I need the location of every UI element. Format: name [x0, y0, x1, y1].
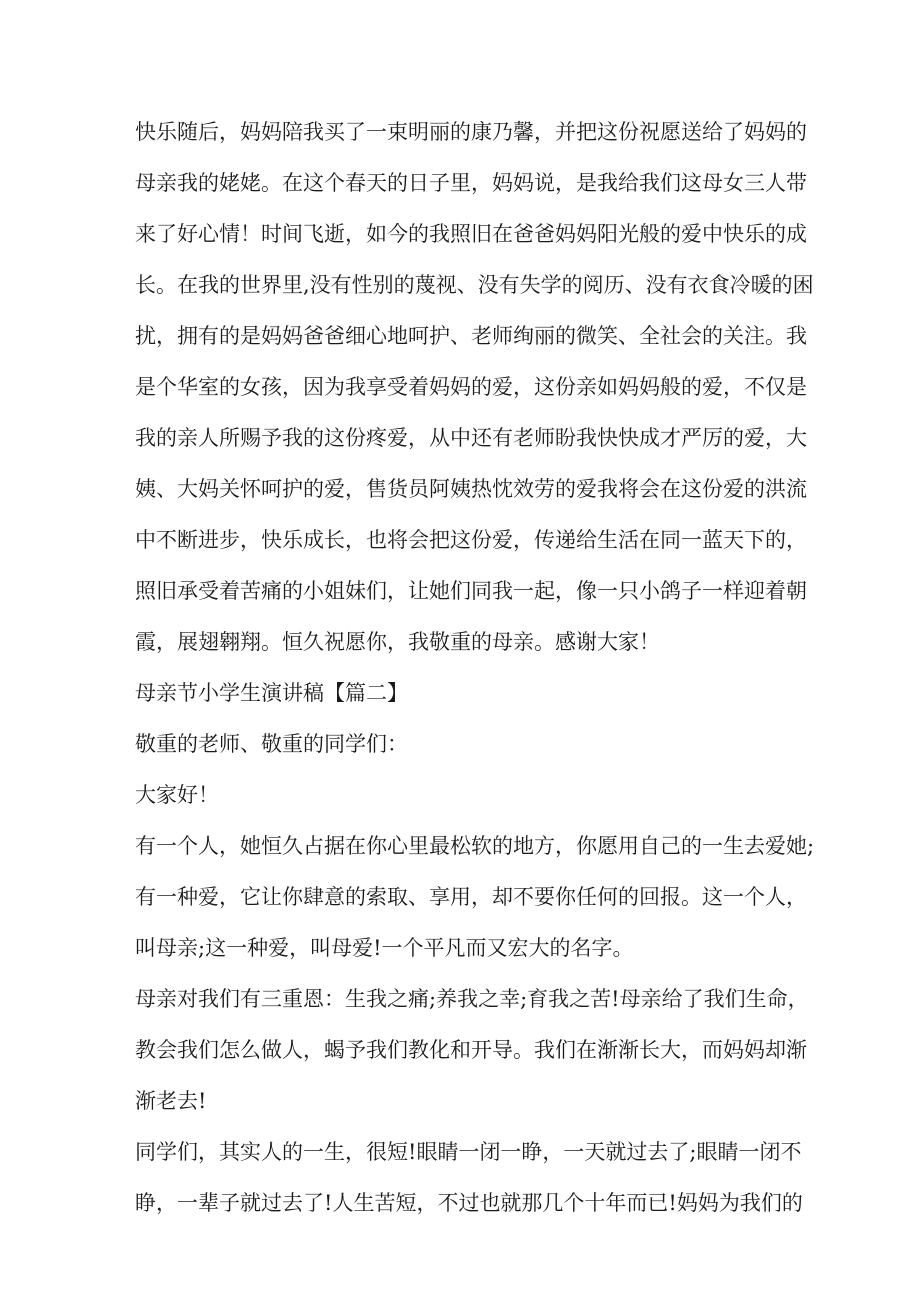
paragraph-line: 渐老去!: [135, 1089, 207, 1113]
paragraph-line: 有一个人，她恒久占据在你心里最松软的地方，你愿用自己的一生去爱她;: [135, 834, 815, 858]
paragraph-line: 姨、大妈关怀呵护的爱，售货员阿姨热忱效劳的爱我将会在这份爱的洪流: [135, 477, 807, 501]
paragraph-line: 中不断进步，快乐成长，也将会把这份爱，传递给生活在同一蓝天下的，: [135, 528, 807, 552]
paragraph-line: 母亲我的姥姥。在这个春天的日子里，妈妈说，是我给我们这母女三人带: [135, 171, 807, 195]
paragraph-line: 是个华室的女孩，因为我享受着妈妈的爱，这份亲如妈妈般的爱，不仅是: [135, 375, 807, 399]
paragraph-line: 扰，拥有的是妈妈爸爸细心地呵护、老师绚丽的微笑、全社会的关注。我: [135, 324, 807, 348]
paragraph-line: 母亲对我们有三重恩：生我之痛;养我之幸;育我之苦!母亲给了我们生命，: [135, 987, 809, 1011]
greeting-line: 大家好！: [135, 783, 219, 807]
paragraph-line: 叫母亲;这一种爱，叫母爱!一个平凡而又宏大的名字。: [135, 936, 634, 960]
paragraph-line: 睁，一辈子就过去了!人生苦短，不过也就那几个十年而已!妈妈为我们的: [135, 1191, 803, 1215]
paragraph-line: 快乐随后，妈妈陪我买了一束明丽的康乃馨，并把这份祝愿送给了妈妈的: [135, 120, 807, 144]
paragraph-line: 照旧承受着苦痛的小姐妹们，让她们同我一起，像一只小鸽子一样迎着朝: [135, 579, 807, 603]
paragraph-line: 有一种爱，它让你肆意的索取、享用，却不要你任何的回报。这一个人，: [135, 885, 807, 909]
paragraph-line: 我的亲人所赐予我的这份疼爱，从中还有老师盼我快快成才严厉的爱，大: [135, 426, 807, 450]
paragraph-line: 霞，展翅翱翔。恒久祝愿你，我敬重的母亲。感谢大家！: [135, 630, 660, 654]
section-heading: 母亲节小学生演讲稿【篇二】: [135, 681, 408, 705]
paragraph-line: 同学们，其实人的一生，很短!眼睛一闭一睁，一天就过去了;眼睛一闭不: [135, 1140, 802, 1164]
paragraph-line: 来了好心情！时间飞逝，如今的我照旧在爸爸妈妈阳光般的爱中快乐的成: [135, 222, 807, 246]
paragraph-line: 教会我们怎么做人，蝎予我们教化和开导。我们在渐渐长大，而妈妈却渐: [135, 1038, 807, 1062]
paragraph-line: 长。在我的世界里,没有性别的蔑视、没有失学的阅历、没有衣食冷暖的困: [135, 273, 814, 297]
salutation-line: 敬重的老师、敬重的同学们：: [135, 732, 408, 756]
